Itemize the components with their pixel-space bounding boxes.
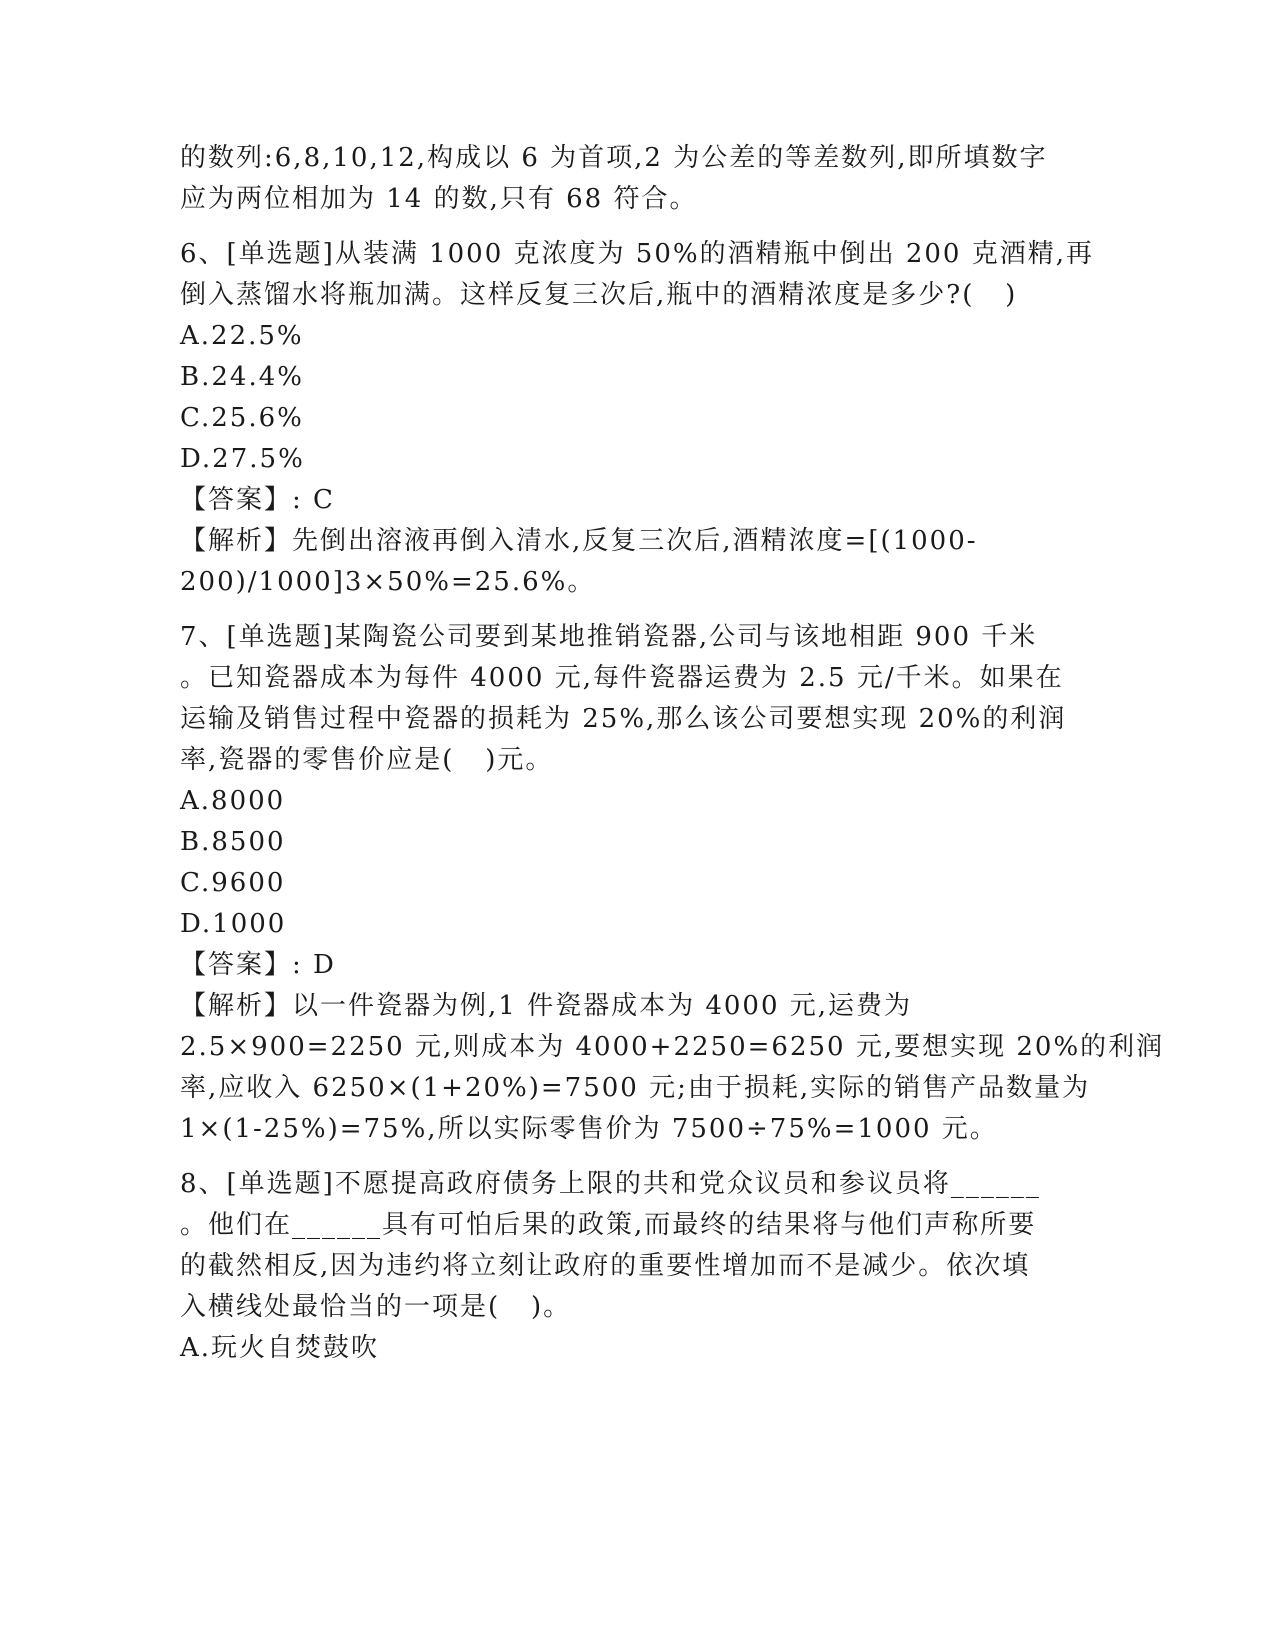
option-a: A.8000	[180, 786, 286, 816]
question-stem-line: 7、[单选题]某陶瓷公司要到某地推销瓷器,公司与该地相距 900 千米	[180, 622, 1038, 652]
question-stem-line: 入横线处最恰当的一项是( )。	[180, 1292, 572, 1322]
question-7	[180, 617, 1165, 1150]
option-a: A.玩火自焚鼓吹	[180, 1333, 380, 1363]
question-stem-line: 运输及销售过程中瓷器的损耗为 25%,那么该公司要想实现 20%的利润	[180, 704, 1067, 734]
question-6	[180, 234, 1095, 603]
intro-paragraph	[180, 138, 1048, 220]
analysis-line: 200)/1000]3×50%=25.6%。	[180, 567, 596, 597]
option-a: A.22.5%	[180, 321, 304, 351]
analysis-line: 2.5×900=2250 元,则成本为 4000+2250=6250 元,要想实现 20%的利润	[180, 1032, 1165, 1062]
question-stem-line: 倒入蒸馏水将瓶加满。这样反复三次后,瓶中的酒精浓度是多少?( )	[180, 280, 1018, 310]
question-stem-line: 率,瓷器的零售价应是( )元。	[180, 745, 554, 775]
question-stem-line: 6、[单选题]从装满 1000 克浓度为 50%的酒精瓶中倒出 200 克酒精,再	[180, 239, 1095, 269]
answer-line: 【答案】: C	[180, 485, 335, 515]
document-page	[180, 138, 1165, 1369]
question-stem-line: 8、[单选题]不愿提高政府债务上限的共和党众议员和参议员将______	[180, 1169, 1041, 1199]
analysis-line: 【解析】先倒出溶液再倒入清水,反复三次后,酒精浓度=[(1000-	[180, 526, 978, 556]
question-stem-line: 。已知瓷器成本为每件 4000 元,每件瓷器运费为 2.5 元/千米。如果在	[180, 663, 1064, 693]
text-line: 的数列:6,8,10,12,构成以 6 为首项,2 为公差的等差数列,即所填数字	[180, 143, 1048, 173]
option-d: D.27.5%	[180, 444, 305, 474]
option-b: B.24.4%	[180, 362, 304, 392]
question-8	[180, 1164, 1040, 1369]
analysis-line: 率,应收入 6250×(1+20%)=7500 元;由于损耗,实际的销售产品数量为	[180, 1073, 1091, 1103]
answer-line: 【答案】: D	[180, 950, 336, 980]
text-line: 应为两位相加为 14 的数,只有 68 符合。	[180, 184, 698, 214]
analysis-line: 1×(1-25%)=75%,所以实际零售价为 7500÷75%=1000 元。	[180, 1114, 998, 1144]
option-d: D.1000	[180, 909, 287, 939]
question-stem-line: 的截然相反,因为违约将立刻让政府的重要性增加而不是减少。依次填	[180, 1251, 1031, 1281]
analysis-line: 【解析】以一件瓷器为例,1 件瓷器成本为 4000 元,运费为	[180, 991, 913, 1021]
option-c: C.9600	[180, 868, 286, 898]
question-stem-line: 。他们在______具有可怕后果的政策,而最终的结果将与他们声称所要	[180, 1210, 1037, 1240]
option-c: C.25.6%	[180, 403, 304, 433]
option-b: B.8500	[180, 827, 286, 857]
